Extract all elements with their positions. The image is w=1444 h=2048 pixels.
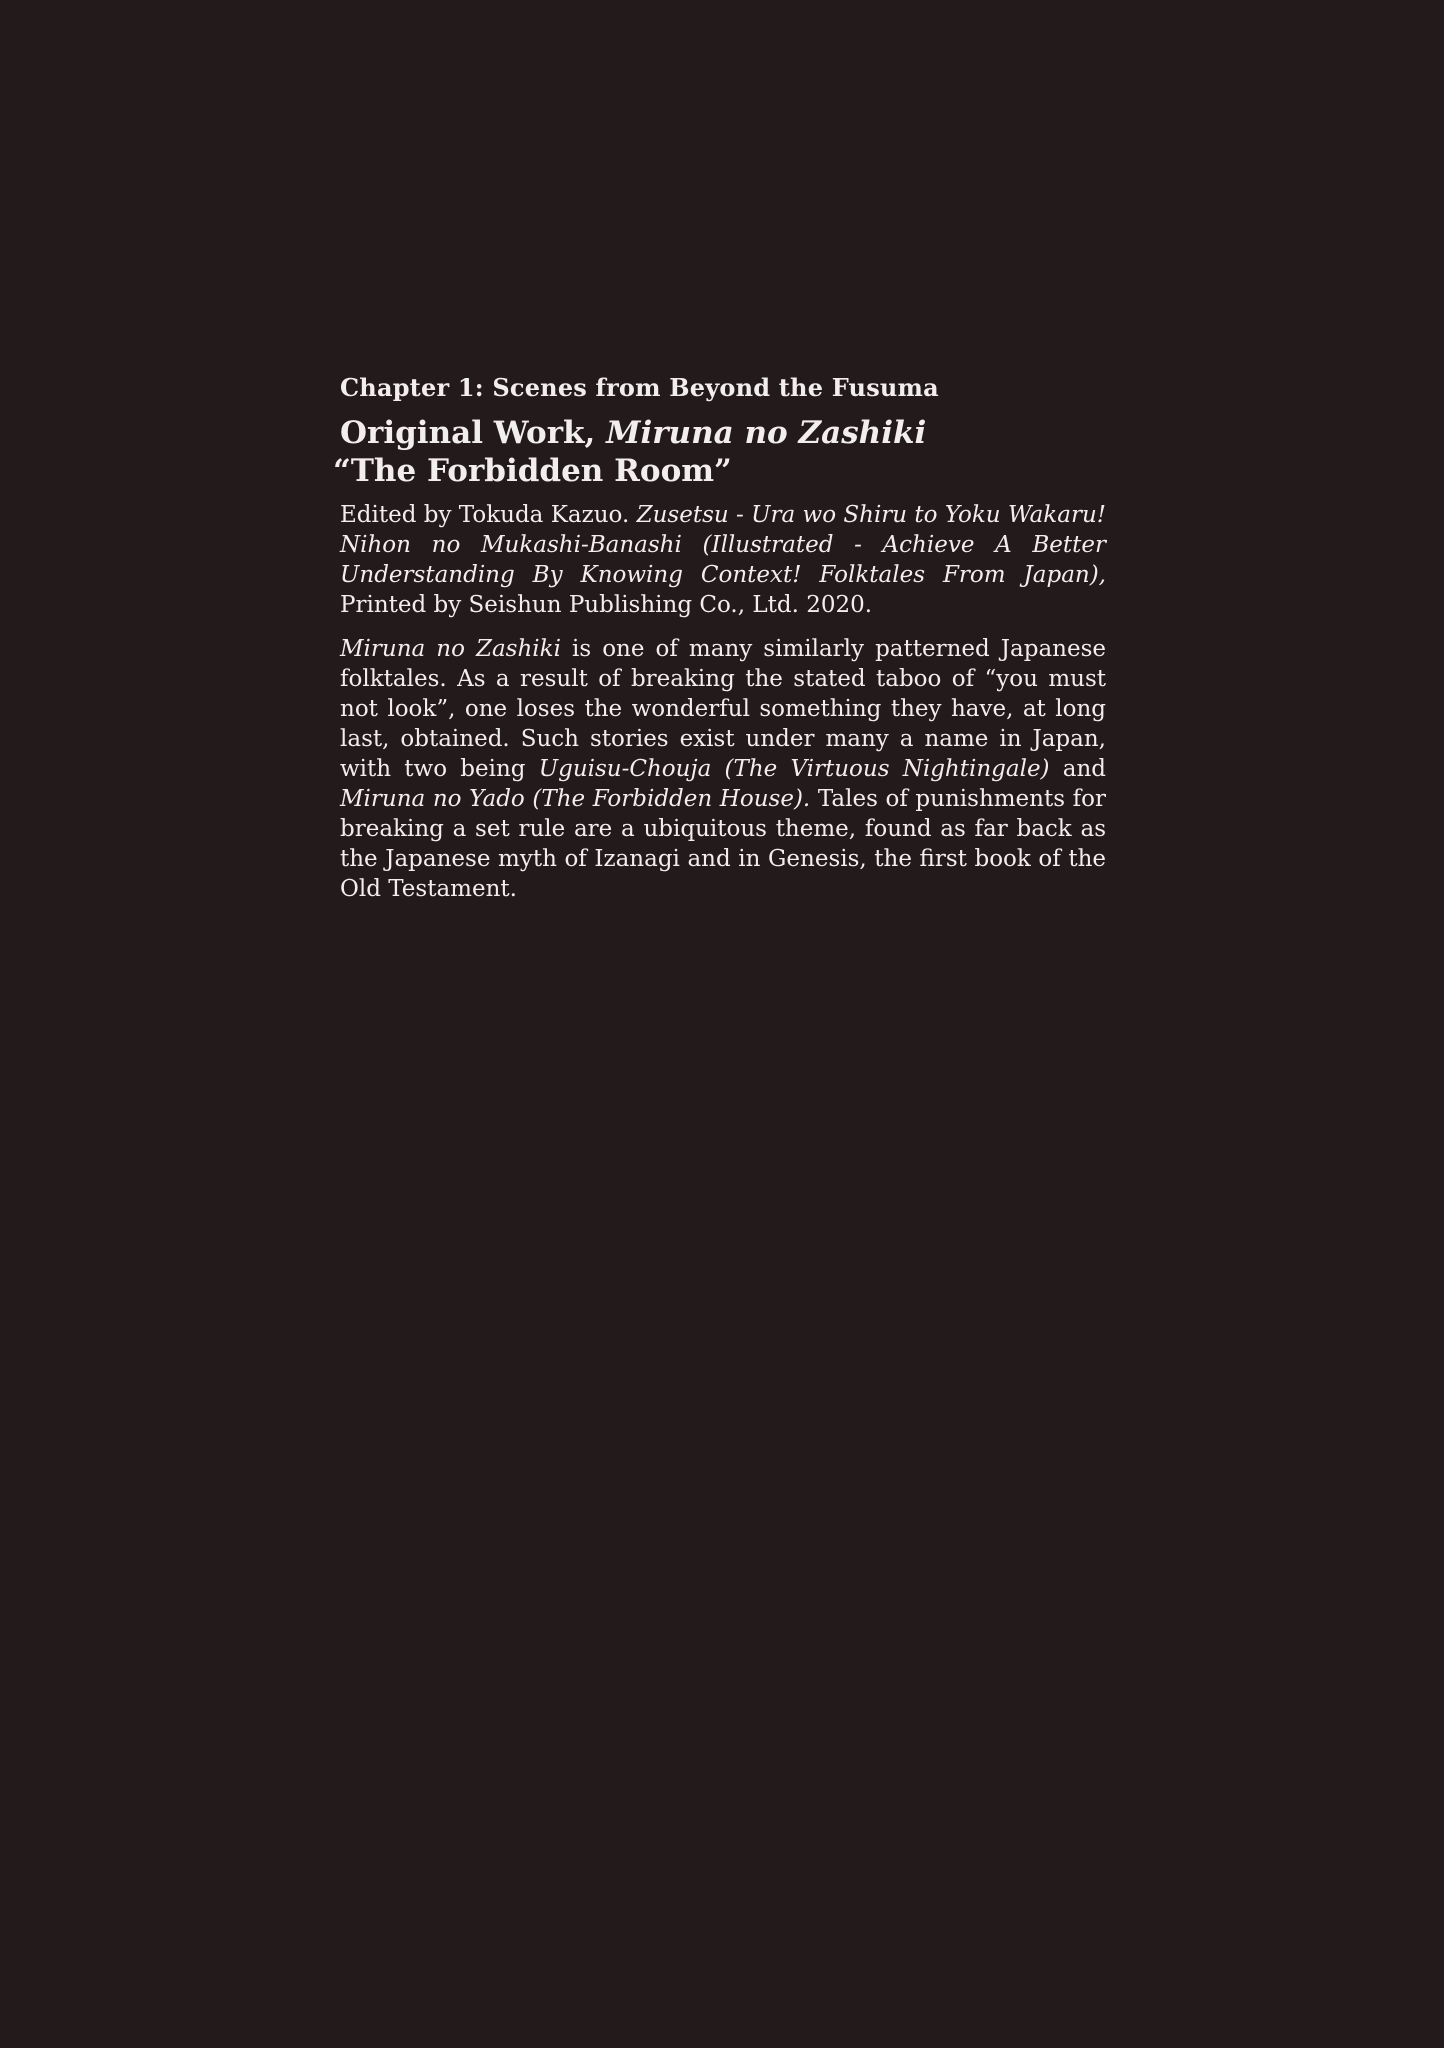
citation-editor: Edited by Tokuda Kazuo.	[340, 502, 637, 528]
body-text-1: is one of many similarly patterned Japanese folktales. As a result of breaking the stated taboo of “you must not look”, one loses the wonderful something they have, at long last, obtained. Such stories exist under many a name in Japan, with two being	[340, 636, 1106, 782]
work-title	[333, 414, 1106, 490]
citation-publisher: Printed by Seishun Publishing Co., Ltd. 2020.	[340, 592, 873, 618]
body-paragraph	[340, 634, 1106, 904]
source-citation	[340, 500, 1106, 620]
title-italic: Miruna no Zashiki	[606, 415, 927, 451]
body-text-2: and	[1049, 756, 1106, 782]
body-italic-1: Miruna no Zashiki	[340, 636, 561, 662]
title-prefix: Original Work,	[340, 415, 607, 451]
title-subtitle: “The Forbidden Room”	[333, 453, 732, 489]
body-text-3: Tales of punishments for breaking a set rule are a ubiquitous theme, found as far back as the Japanese myth of Izanagi and in Genesis, the first book of the Old Testament.	[340, 786, 1106, 902]
citation-book-title: Zusetsu - Ura wo Shiru to Yoku Wakaru! Nihon no Mukashi-Banashi (Illustrated - Achieve A Better Understanding By Knowing Context! Folktales From Japan),	[340, 502, 1106, 588]
body-italic-3: Miruna no Yado (The Forbidden House).	[340, 786, 811, 812]
chapter-heading: Chapter 1: Scenes from Beyond the Fusuma	[340, 373, 939, 402]
text-column	[333, 372, 1106, 918]
body-italic-2: Uguisu-Chouja (The Virtuous Nightingale)	[538, 756, 1050, 782]
